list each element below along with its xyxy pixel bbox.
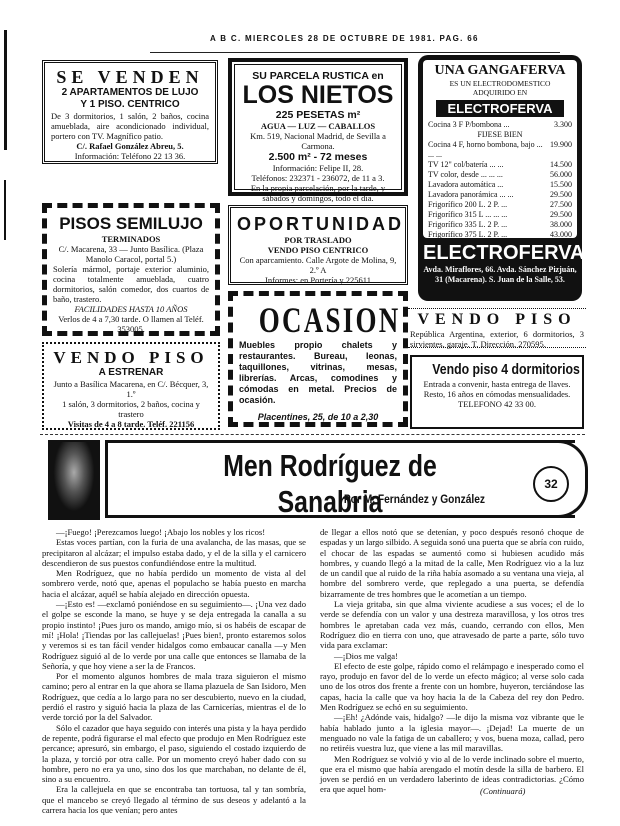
price-row	[428, 120, 572, 130]
article-paragraph: La vieja gritaba, sin que alma viviente acudiese a sus voces; el de lo verde se defendía con un valor y una destreza maravillosa, y los otros tres hombres le apretaban cada vez más, cuando, cerrando con ellos, Men Rodríguez dio en tierra con uno, que atravesado de parte a parte, sólo tuvo vida para exclamar:	[320, 599, 584, 651]
ad-location: Km. 519, Nacional Madrid, de Sevilla a Carmona.	[250, 131, 386, 151]
ad-title: SE VENDEN	[56, 67, 204, 87]
price-value: 56.000	[550, 170, 572, 179]
article-paragraph: —¡Dios me valga!	[334, 650, 398, 661]
ad-title: Vendo piso 4 dormitorios	[432, 361, 580, 378]
article-paragraph: Estas voces partían, con la furia de una avalancha, de las masas, que se precipitaron al alcázar; el impulso estaba dado, y el de la silla y el carnicero descendieron de sus puestos confundiéndose entre la multitud.	[42, 537, 306, 568]
price-row	[428, 190, 572, 200]
ad-se-venden	[42, 60, 218, 164]
ad-address: Placentines, 25, de 10 a 2,30	[257, 412, 379, 422]
price-row	[428, 200, 572, 210]
ad-info: Información: Felipe II, 28.	[272, 163, 364, 173]
price-item: Frigorífico 315 L ... ... ...	[428, 210, 508, 219]
article-paragraph: —¡Fuego! ¡Perezcamos luego! ¡Abajo los nobles y los ricos!	[56, 527, 266, 537]
ad-pisos-semilujo	[42, 203, 220, 336]
price-item: TV 12" col/batería ... ...	[428, 160, 504, 169]
article-paragraph: —¡Esto es! —exclamó poniéndose en su seguimiento—. ¡Una vez dado el golpe se esconde la mano, se huye y se deja entregada la canalla a su propio instinto! ¡Pues juro os mando, amigo mío, si os habéis de escapar de mí! ¡Hola! ¡Tiendas por las callejuelas! ¡Pues bien!, pronto estaremos solos y veremos si es tan fácil vender hidalgos como embaucar canalla —y Men Rodríguez siguió al de lo verde por una calle que entonces se llamaba de la Señoría, y que hoy viene a ser la de Francos.	[42, 599, 306, 671]
ad-vendo-piso-4-dormitorios	[410, 355, 584, 429]
article-paragraph: —¡Eh! ¿Adónde vais, hidalgo? —le dijo la misma voz vibrante que le había hablado junto a la iglesia mayor—. ¡Dejad! La muerte de un menguado no vale la fatiga de un caballero; y vos, buena moza, callad, pero no retiréis vuestra luz, que viene a las mil maravillas.	[320, 712, 584, 754]
portrait-illustration	[48, 440, 100, 520]
ad-electroferva	[418, 55, 585, 301]
ad-address: C/. Rafael González Abreu, 5.	[76, 141, 184, 151]
ad-note: FIJESE BIEN	[477, 130, 523, 139]
article-paragraph: El efecto de este golpe, rápido como el relámpago e inesperado como el rayo, produjo en favor del de lo verde un efecto mágico; al verse solo cada uno de los otros dos frente a frente con un hombre, huyeron, terciándose las capas, hacia la calle que va hoy hacia la de la Cabeza del rey don Pedro. Men Rodríguez se echó en su seguimiento.	[320, 660, 584, 713]
continued-note: (Continuará)	[480, 786, 526, 796]
ad-body: 1 salón, 3 dormitorios, 2 baños, cocina y trastero	[62, 399, 200, 419]
ad-pretitle: SU PARCELA RUSTICA en	[252, 70, 384, 82]
section-rule	[40, 434, 585, 435]
article-paragraph: Men Rodríguez se volvió y vio al de lo verde inclinado sobre el muerto, que era el mismo que había arengado el motín desde la silla de barbero. El joven se perdió en un verdadero laberinto de ideas contradictorias. ¿Cómo era que aquel hom-	[320, 753, 584, 795]
ad-vendo-piso-estrenar	[42, 342, 220, 430]
price-value: 43.000	[550, 230, 572, 239]
price-item: Cocina 4 F, horno bombona, bajo ... ... ...	[428, 140, 543, 159]
article-title: Men Rodríguez de Sanabria	[223, 448, 437, 519]
ad-visit: Visitas de 4 a 8 tarde. Teléf. 221156	[67, 419, 195, 429]
ad-phones: Teléfonos: 232371 - 236072, de 11 a 3.	[251, 173, 385, 183]
price-row	[428, 220, 572, 230]
ad-terms: 2.500 m² - 72 meses	[268, 151, 368, 163]
price-value: 38.000	[550, 220, 572, 229]
price-item: TV color, desde ... ... ...	[428, 170, 503, 179]
ad-body: De 3 dormitorios, 1 salón, 2 baños, cocina amueblada, aire acondicionado individual, portero con TV. Magnífico patio.	[51, 111, 209, 141]
ad-subtitle: A ESTRENAR	[98, 367, 164, 378]
ad-info: Informes: en Portería y 225611	[265, 275, 371, 285]
price-row	[428, 140, 572, 160]
price-value: 29.500	[550, 210, 572, 219]
price-item: Frigorífico 200 L. 2 P. ...	[428, 200, 508, 209]
ad-brand: ELECTROFERVA	[436, 100, 564, 117]
ad-location: Junto a Basílica Macarena, en C/. Bécquer, 3, 1.º	[53, 379, 209, 399]
ad-body: Con aparcamiento. Calle Argote de Molina, 9, 2.º A	[239, 255, 397, 275]
price-row	[428, 180, 572, 190]
price-row	[428, 230, 572, 240]
ad-info: Información: Teléfono 22 13 36.	[74, 151, 186, 161]
ad-address: Avda. Miraflores, 66. Avda. Sánchez Pizjuán, 31 (Macarena). S. Juan de la Salle, 53.	[423, 265, 577, 284]
ad-body: Solería mármol, portaje exterior aluminio, cocina totalmente amueblada, cuatro dormitorios, salón comedor, dos cuartos de baño, trastero.	[53, 264, 209, 304]
price-value: 15.500	[550, 180, 572, 189]
page-edge-rule	[4, 30, 7, 150]
ad-body: Muebles propio chalets y restaurantes. Bureau, Ieonas, taquillones, vitrinas, mesas, librerías. Arcas, comodines y cómodas en metal. Precios de ocasión.	[239, 340, 397, 405]
price-item: Frigorífico 375 L. 2 P. ...	[428, 230, 508, 239]
price-value: 27.500	[550, 200, 572, 209]
ad-title: OCASION	[258, 300, 401, 340]
page-edge-rule	[4, 180, 6, 240]
price-row	[428, 210, 572, 220]
price-value: 3.300	[554, 120, 572, 129]
ad-location: C/. Macarena, 33 — Junto Basílica. (Plaza Manolo Caracol, portal 5.)	[58, 244, 204, 264]
price-item: Lavadora automática ...	[428, 180, 504, 189]
ad-los-nietos	[228, 58, 408, 203]
price-item: Cocina 3 F P/bombona ...	[428, 120, 510, 129]
installment-number: 32	[533, 466, 569, 502]
ad-subtitle: TERMINADOS	[101, 234, 161, 244]
article-column-1	[42, 527, 306, 815]
article-paragraph: Era la callejuela en que se encontraba tan tortuosa, tal y tan sombría, que el mancebo se creyó llegado al término de sus deseos y adelantó a la carrera hacia los que venían; pero antes	[42, 784, 306, 816]
page-header: A B C. MIERCOLES 28 DE OCTUBRE DE 1981. PAG. 66	[210, 34, 479, 43]
ad-ocasion	[228, 291, 408, 427]
ad-subtitle: POR TRASLADO	[284, 235, 352, 245]
ad-subtitle: Y 1 PISO. CENTRICO	[80, 99, 180, 110]
ad-brand-footer: ELECTROFERVA	[423, 242, 585, 264]
ad-title: VENDO PISO	[417, 311, 577, 328]
article-paragraph: Por el momento algunos hombres de mala traza siguieron el mismo camino; pero al entrar en la que ahora se llama plazuela de San Isidoro, Men Rodríguez, que cedía a lo largo para no ser descubierto, nuevo en la ciudad, perdió el rastro y siguió hacia la plaza de las Carnicerías, mientras el de lo verde torció por la del Salvador.	[42, 671, 306, 723]
ad-body: República Argentina, exterior, 6 dormitorios, 3 sirvientes, garaje. T. Dirección. 270595.	[410, 329, 584, 349]
ad-price-panel	[423, 60, 577, 238]
ad-oportunidad	[228, 205, 408, 285]
price-row	[428, 160, 572, 170]
price-item: Lavadora panorámica ... ...	[428, 190, 514, 199]
header-rule	[150, 52, 560, 53]
ad-subtitle: 2 APARTAMENTOS DE LUJO	[61, 87, 199, 98]
ad-title: VENDO PISO	[53, 348, 209, 367]
ad-vendo-piso	[408, 308, 586, 348]
ad-subtitle: ES UN ELECTRODOMESTICO ADQUIRIDO EN	[449, 79, 551, 97]
price-value: 29.500	[550, 190, 572, 199]
price-item: Frigorífico 335 L. 2 P. ...	[428, 220, 508, 229]
price-value: 14.500	[550, 160, 572, 169]
ad-title: LOS NIETOS	[242, 81, 394, 109]
ad-visit: Verlos de 4 a 7,30 tarde. O llamen al Teléf. 353005.	[58, 314, 204, 334]
article-byline: Por M. Fernández y González	[343, 492, 485, 506]
article-paragraph: de llegar a ellos notó que se detenían, y poco después resonó choque de espadas y un largo silbido. A seguida sonó una puerta que se abría con ruido, el chocar de las espadas se aumentó como si hubiesen acudido más hombres, y cuando llegó a la mitad de la calle, Men Rodríguez vio a la luz de un candil que al ruido de la riña había asomado a su ventana una vieja, al hombre del sombrero verde, que replegado a una puerta, se defendía bizarramente de tres hombres que le acometían a un tiempo.	[320, 527, 584, 599]
ad-body: Entrada a convenir, hasta entrega de llaves. Resto, 16 años en cómodas mensualidades.	[423, 379, 571, 399]
article-column-2	[320, 527, 584, 795]
ad-title: PISOS SEMILUJO	[59, 214, 203, 233]
article-paragraph: Men Rodríguez, que no había perdido un momento de vista al del sombrero verde, notó que, apenas el populacho se había puesto en marcha hacia el alcázar, aquél se había alejado en dirección opuesta.	[42, 568, 306, 599]
ad-subtitle: VENDO PISO CENTRICO	[267, 245, 369, 255]
ad-price: 225 PESETAS m²	[275, 109, 361, 121]
ad-terms: FACILIDADES HASTA 10 AÑOS	[74, 304, 188, 314]
article-paragraph: Sólo el cazador que haya seguido con interés una pista y la haya perdido de repente, podrá figurarse el mal efecto que produjo en Men Rodríguez este percance; apresuró, sin embargo, el paso, siguiendo el costado izquierdo de la plaza, y torció por otra calle. Por un momento creyó haber dado con su hombre, pero no era ya uno, sino dos los que marchaban, no delante de él, sino a su encuentro.	[42, 722, 306, 785]
ad-visit: En la propia parcelación, por la tarde, y sábados y domingos, todo el día.	[250, 183, 386, 203]
price-row	[428, 170, 572, 180]
ad-phone: TELEFONO 42 33 00.	[458, 399, 536, 409]
price-value: 19.900	[550, 140, 572, 149]
price-list	[428, 140, 572, 240]
ad-title: UNA GANGAFERVA	[434, 63, 566, 78]
ad-utilities: AGUA — LUZ — CABALLOS	[260, 121, 376, 131]
ad-title: OPORTUNIDAD	[237, 214, 404, 234]
